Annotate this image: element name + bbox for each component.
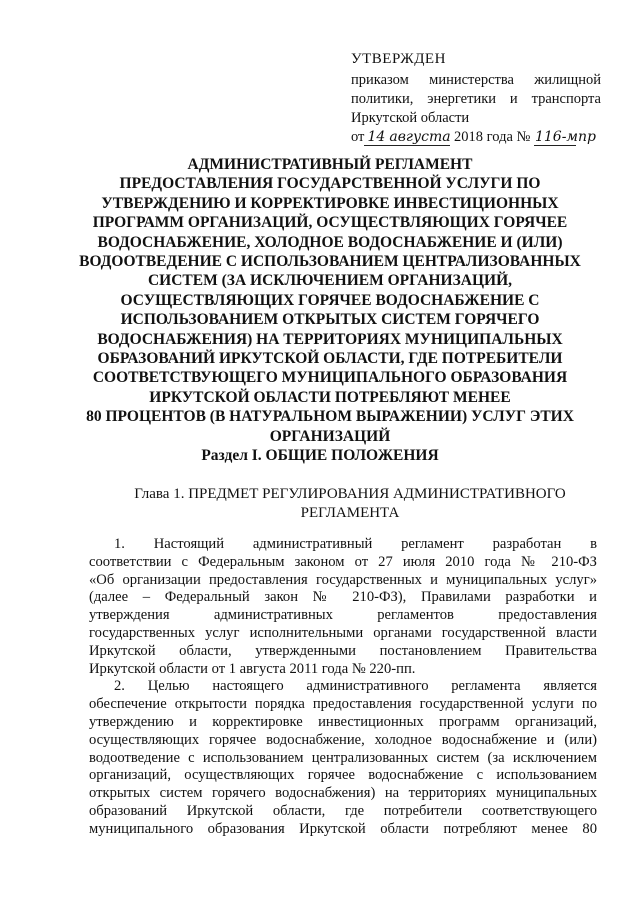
- body-line: водоотведение с использованием централизованных систем (за исключением: [89, 749, 597, 766]
- body-line: обеспечение открытости порядка предоставления государственной услуги по: [89, 696, 597, 713]
- date-year: 2018 года №: [454, 129, 531, 145]
- approval-heading: УТВЕРЖДЕН: [351, 51, 446, 67]
- title-line: ОСУЩЕСТВЛЯЮЩИХ ГОРЯЧЕЕ ВОДОСНАБЖЕНИЕ С: [120, 291, 540, 309]
- paragraph-2: [89, 678, 597, 838]
- title-line: СООТВЕТСТВУЮЩЕГО МУНИЦИПАЛЬНОГО ОБРАЗОВАНИЯ: [92, 369, 568, 387]
- title-line: ПРЕДОСТАВЛЕНИЯ ГОСУДАРСТВЕННОЙ УСЛУГИ ПО: [119, 175, 541, 193]
- body-line: образований Иркутской области, где потребители соответствующего: [89, 802, 597, 819]
- body-line: открытых систем горячего водоснабжения) на территориях муниципальных: [89, 785, 597, 802]
- chapter-heading: [120, 485, 580, 523]
- title-line: ВОДООТВЕДЕНИЕ С ИСПОЛЬЗОВАНИЕМ ЦЕНТРАЛИЗОВАННЫХ: [79, 253, 581, 271]
- body-line: «Об организации предоставления государственных и муниципальных услуг»: [89, 571, 597, 588]
- approval-date-line: [351, 128, 601, 147]
- paragraph-1: [89, 536, 597, 678]
- body-line: муниципального образования Иркутской области потребляют менее 80: [89, 820, 597, 837]
- handwritten-month: августа: [389, 129, 451, 145]
- body-line: соответствии с Федеральным законом от 27 июля 2010 года № 210-ФЗ: [89, 553, 597, 570]
- document-body: [89, 536, 597, 839]
- handwritten-day: 14: [364, 129, 388, 146]
- body-line: 2. Целью настоящего административного регламента является: [114, 678, 597, 695]
- document-title: [70, 155, 590, 446]
- body-line: Иркутской области от 1 августа 2011 года № 220-пп.: [89, 660, 416, 677]
- title-line: ОБРАЗОВАНИЙ ИРКУТСКОЙ ОБЛАСТИ, ГДЕ ПОТРЕБИТЕЛИ: [97, 350, 563, 368]
- body-line: 1. Настоящий административный регламент разработан в: [114, 536, 597, 552]
- title-line: 80 ПРОЦЕНТОВ (В НАТУРАЛЬНОМ ВЫРАЖЕНИИ) УСЛУГ ЭТИХ: [86, 408, 574, 426]
- chapter-line: РЕГЛАМЕНТА: [300, 505, 400, 521]
- title-line: ВОДОСНАБЖЕНИЯ) НА ТЕРРИТОРИЯХ МУНИЦИПАЛЬНЫХ: [97, 330, 563, 348]
- date-prefix: от: [351, 129, 365, 145]
- body-line: утверждения административных регламентов предоставления: [89, 607, 597, 624]
- body-line: организаций, осуществляющих горячее водоснабжение с использованием: [89, 767, 597, 784]
- title-line: ИСПОЛЬЗОВАНИЕМ ОТКРЫТЫХ СИСТЕМ ГОРЯЧЕГО: [120, 311, 540, 329]
- body-line: Иркутской области, утвержденными постановлением Правительства: [89, 642, 597, 659]
- title-line: ОРГАНИЗАЦИЙ: [269, 427, 391, 445]
- approval-line: приказом министерства жилищной: [351, 72, 601, 88]
- body-line: осуществляющих горячее водоснабжение, холодное водоснабжение и (или): [89, 731, 597, 748]
- approval-block: [351, 50, 601, 147]
- title-line: ВОДОСНАБЖЕНИЕ, ХОЛОДНОЕ ВОДОСНАБЖЕНИЕ И (ИЛИ): [97, 233, 563, 251]
- approval-line: Иркутской области: [351, 110, 470, 126]
- title-line: УТВЕРЖДЕНИЮ И КОРРЕКТИРОВКЕ ИНВЕСТИЦИОННЫХ: [101, 194, 559, 212]
- title-line: ПРОГРАММ ОРГАНИЗАЦИЙ, ОСУЩЕСТВЛЯЮЩИХ ГОРЯЧЕЕ: [92, 214, 568, 232]
- approval-line: политики, энергетики и транспорта: [351, 91, 601, 107]
- title-line: ИРКУТСКОЙ ОБЛАСТИ ПОТРЕБЛЯЮТ МЕНЕЕ: [149, 388, 511, 406]
- body-line: утверждению и корректировке инвестиционных программ организаций,: [89, 713, 597, 730]
- chapter-line: Глава 1. ПРЕДМЕТ РЕГУЛИРОВАНИЯ АДМИНИСТРАТИВНОГО: [134, 486, 566, 502]
- handwritten-order-number: 116-мпр: [534, 129, 597, 145]
- title-line: АДМИНИСТРАТИВНЫЙ РЕГЛАМЕНТ: [187, 156, 473, 173]
- body-line: (далее – Федеральный закон № 210-ФЗ), Правилами разработки и: [89, 589, 597, 606]
- title-line: СИСТЕМ (ЗА ИСКЛЮЧЕНИЕМ ОРГАНИЗАЦИЙ,: [147, 272, 513, 290]
- section-heading: Раздел I. ОБЩИЕ ПОЛОЖЕНИЯ: [201, 447, 439, 464]
- body-line: государственных услуг исполнительными органами государственной власти: [89, 624, 597, 641]
